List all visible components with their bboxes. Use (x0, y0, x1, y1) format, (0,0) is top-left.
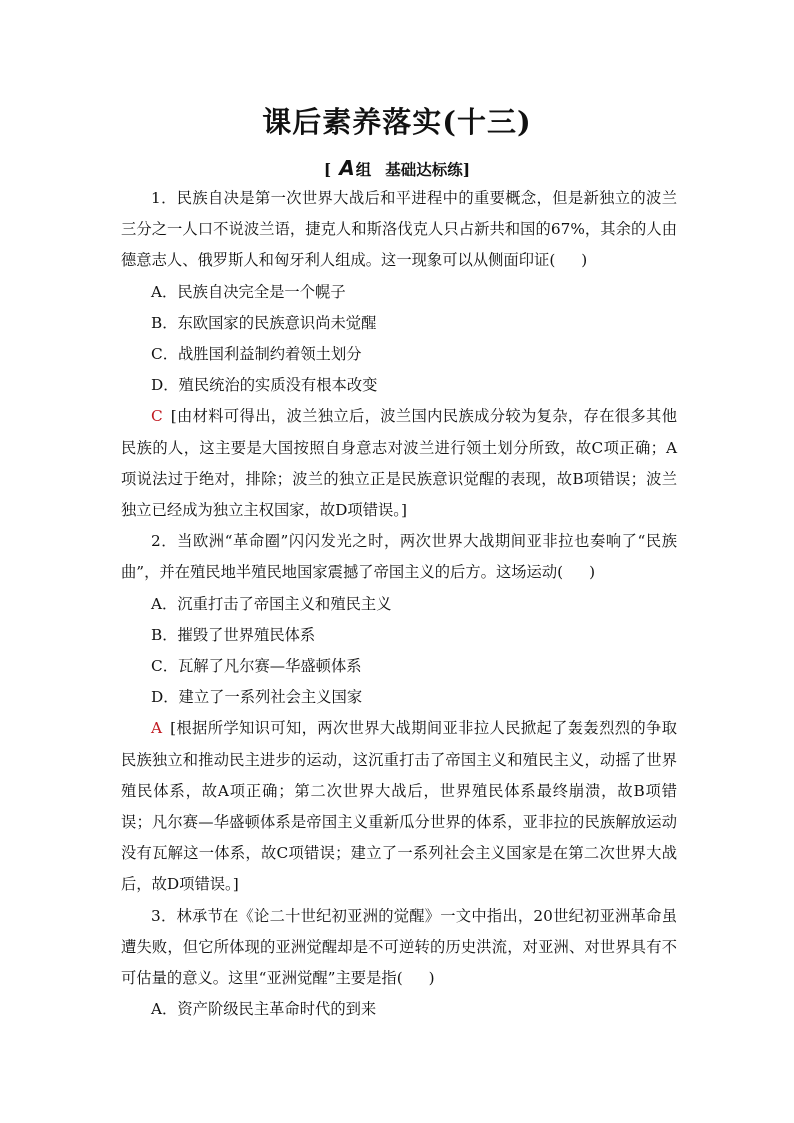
page-title: 课后素养落实(十三) (262, 105, 532, 139)
section-open-bracket: [ (323, 160, 332, 179)
question-1-option-d: D．殖民统治的实质没有根本改变 (151, 376, 378, 395)
question-1-answer (121, 401, 677, 526)
question-3-option-a: A．资产阶级民主革命时代的到来 (151, 1000, 377, 1019)
section-letter: A (339, 156, 355, 180)
question-1-option-c: C．战胜国利益制约着领土划分 (151, 345, 362, 364)
question-2-option-c: C．瓦解了凡尔赛—华盛顿体系 (151, 657, 362, 676)
answer-letter: A (151, 719, 163, 738)
question-2-option-b: B．摧毁了世界殖民体系 (151, 625, 316, 644)
answer-explanation: [根据所学知识可知，两次世界大战期间亚非拉人民掀起了轰轰烈烈的争取民族独立和推动民主进步的运动，这沉重打击了帝国主义和殖民主义，动摇了世界殖民体系，故A项正确；第二次世界大战后，世界殖民体系最终崩溃，故B项错误；凡尔赛—华盛顿体系是帝国主义重新瓜分世界的体系，亚非拉的民族解放运动没有瓦解这一体系，故C项错误；建立了一系列社会主义国家是在第二次世界大战后，故D项错误。] (121, 719, 677, 894)
question-list (121, 183, 677, 1025)
answer-letter: C (151, 407, 163, 426)
section-close-bracket: ] (462, 160, 471, 179)
question-3-stem (121, 901, 677, 995)
question-stem-end: ) (581, 251, 588, 270)
section-name: 基础达标练 (385, 160, 463, 179)
question-stem-text: 1．民族自决是第一次世界大战后和平进程中的重要概念，但是新独立的波兰三分之一人口不说波兰语，捷克人和斯洛伐克人只占新共和国的67%，其余的人由德意志人、俄罗斯人和匈牙利人组成。这一现象可以从侧面印证( (121, 189, 677, 270)
question-stem-text: 3．林承节在《论二十世纪初亚洲的觉醒》一文中指出，20世纪初亚洲革命虽遭失败，但它所体现的亚洲觉醒却是不可逆转的历史洪流，对亚洲、对世界具有不可估量的意义。这里“亚洲觉醒”主要是指( (121, 906, 677, 988)
question-1-option-a: A．民族自决完全是一个幌子 (151, 282, 346, 301)
answer-explanation: [由材料可得出，波兰独立后，波兰国内民族成分较为复杂，存在很多其他民族的人，这主要是大国按照自身意志对波兰进行领土划分所致，故C项正确；A项说法过于绝对，排除；波兰的独立正是民族意识觉醒的表现，故B项错误；波兰独立已经成为独立主权国家，故D项错误。] (121, 407, 677, 520)
question-1-option-b: B．东欧国家的民族意识尚未觉醒 (151, 313, 377, 332)
question-2-answer (121, 713, 677, 900)
question-2-stem (121, 526, 677, 588)
question-stem-end: ) (589, 563, 596, 582)
section-heading (0, 156, 794, 180)
question-1-stem (121, 183, 677, 277)
question-2-option-d: D．建立了一系列社会主义国家 (151, 688, 363, 707)
question-2-option-a: A．沉重打击了帝国主义和殖民主义 (151, 594, 392, 613)
question-stem-text: 2．当欧洲“革命圈”闪闪发光之时，两次世界大战期间亚非拉也奏响了“民族曲”，并在殖民地半殖民地国家震撼了帝国主义的后方。这场运动( (121, 532, 677, 582)
section-group-word: 组 (355, 160, 372, 179)
question-stem-end: ) (428, 969, 435, 988)
